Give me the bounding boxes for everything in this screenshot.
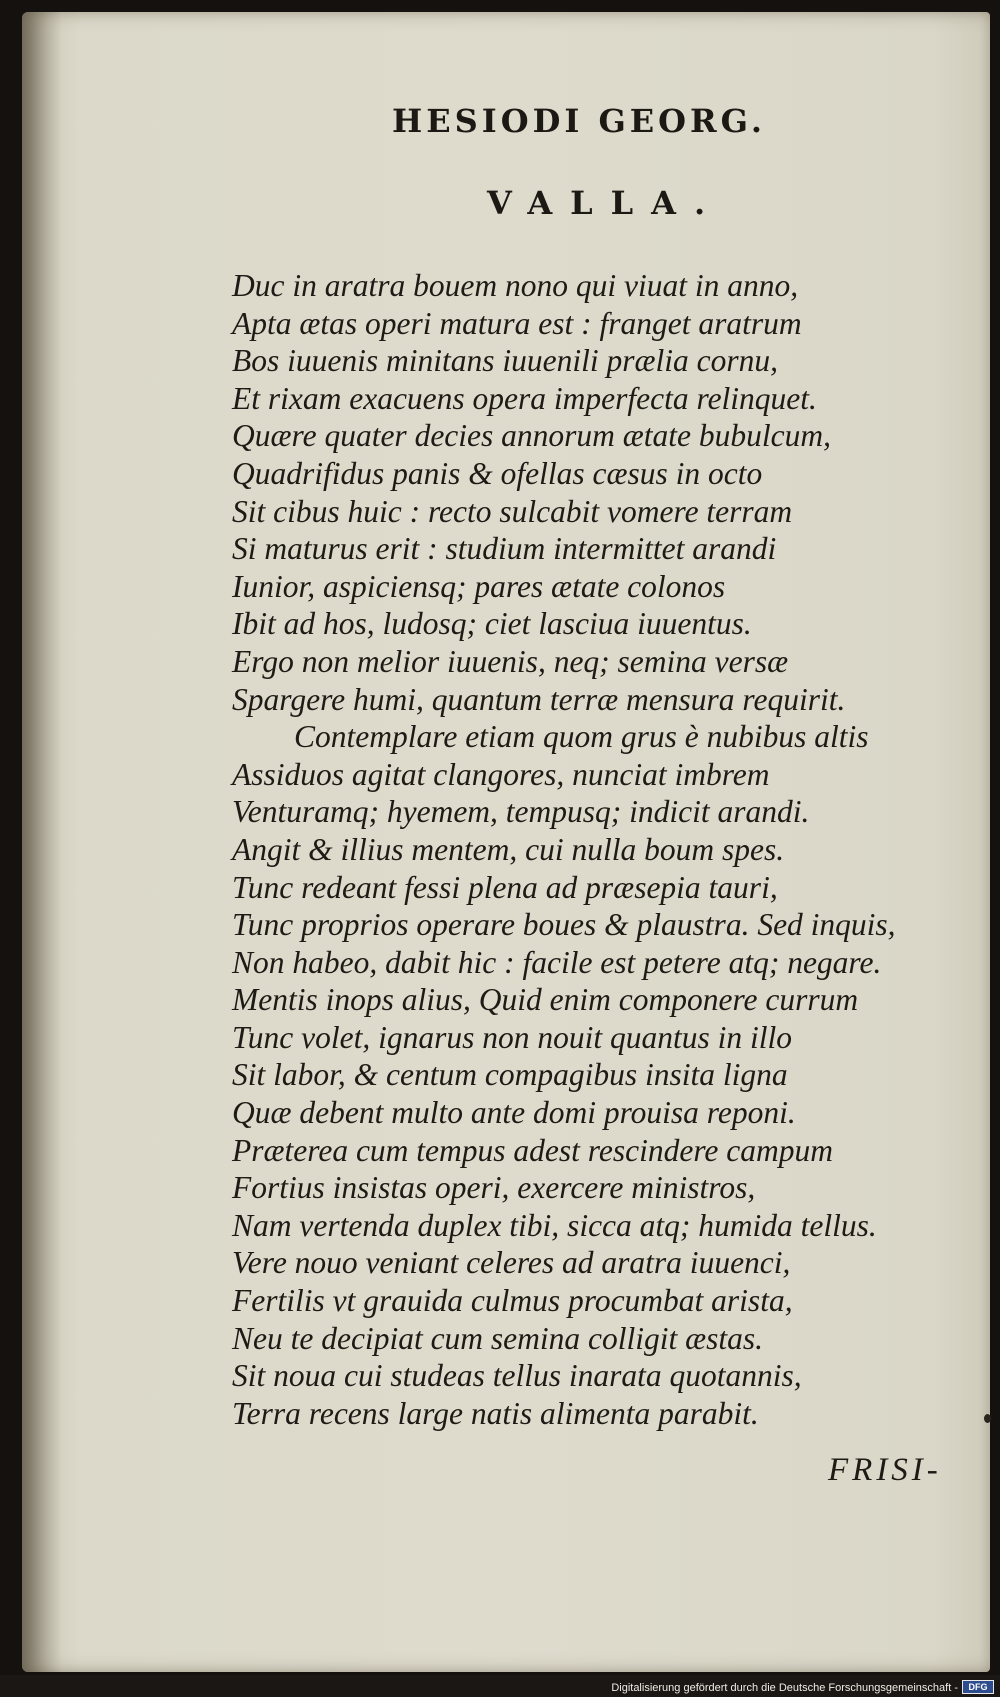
verse-line: Quadrifidus panis & ofellas cæsus in octo xyxy=(232,455,763,491)
verse-line: Et rixam exacuens opera imperfecta relinquet. xyxy=(232,380,817,416)
verse-line: Spargere humi, quantum terræ mensura requirit. xyxy=(232,681,846,717)
dfg-logo: DFG xyxy=(962,1680,994,1694)
funding-note: Digitalisierung gefördert durch die Deutsche Forschungsgemeinschaft - xyxy=(611,1682,958,1694)
verse-line: Quære quater decies annorum ætate bubulcum, xyxy=(232,418,832,454)
verse-line: Fortius insistas operi, exercere ministros, xyxy=(232,1170,756,1206)
verse-line: Ergo non melior iuuenis, neq; semina versæ xyxy=(232,643,789,679)
verse-line: Fertilis vt grauida culmus procumbat arista, xyxy=(232,1283,793,1319)
verse-line: Venturamq; hyemem, tempusq; indicit arandi. xyxy=(232,794,810,830)
verse-line: Præterea cum tempus adest rescindere campum xyxy=(232,1132,833,1168)
ink-spot xyxy=(984,1414,991,1423)
verse-line: Quæ debent multo ante domi prouisa reponi. xyxy=(232,1095,796,1131)
verse-line: Non habeo, dabit hic : facile est petere atq; negare. xyxy=(232,944,882,980)
section-title: VALLA. xyxy=(487,184,724,222)
verse-line: Duc in aratra bouem nono qui viuat in anno, xyxy=(232,268,799,303)
verse-line: Sit cibus huic : recto sulcabit vomere terram xyxy=(232,493,793,529)
verse-line: Tunc redeant fessi plena ad præsepia tauri, xyxy=(232,869,778,905)
verse-line: Si maturus erit : studium intermittet arandi xyxy=(232,531,777,567)
book-page xyxy=(22,12,990,1672)
verse-line: Apta ætas operi matura est : franget aratrum xyxy=(232,305,802,341)
verse-line: Iunior, aspiciensq; pares ætate colonos xyxy=(232,568,726,604)
verse-line: Sit noua cui studeas tellus inarata quotannis, xyxy=(232,1358,802,1394)
footer-bar xyxy=(0,1675,1000,1697)
verse-line: Nam vertenda duplex tibi, sicca atq; humida tellus. xyxy=(232,1207,877,1243)
verse-line: Mentis inops alius, Quid enim componere currum xyxy=(232,982,859,1018)
verse-line-indented: Contemplare etiam quom grus è nubibus altis xyxy=(294,719,869,755)
poem-text xyxy=(232,267,896,1432)
catchword: FRISI- xyxy=(828,1452,942,1488)
running-head: HESIODI GEORG. xyxy=(392,102,766,140)
verse-line: Vere nouo veniant celeres ad aratra iuuenci, xyxy=(232,1245,791,1281)
verse-line: Tunc volet, ignarus non nouit quantus in illo xyxy=(232,1019,793,1055)
verse-line: Tunc proprios operare boues & plaustra. Sed inquis, xyxy=(232,907,896,943)
verse-line: Bos iuuenis minitans iuuenili prælia cornu, xyxy=(232,343,779,379)
verse-line: Ibit ad hos, ludosq; ciet lasciua iuuentus. xyxy=(232,606,752,642)
verse-line: Terra recens large natis alimenta parabit. xyxy=(232,1395,759,1431)
verse-line: Angit & illius mentem, cui nulla boum spes. xyxy=(232,831,785,867)
verse-line: Assiduos agitat clangores, nunciat imbrem xyxy=(232,756,770,792)
page-gutter-shadow xyxy=(22,12,62,1672)
verse-line: Sit labor, & centum compagibus insita ligna xyxy=(232,1057,788,1093)
verse-line: Neu te decipiat cum semina colligit æstas. xyxy=(232,1320,764,1356)
